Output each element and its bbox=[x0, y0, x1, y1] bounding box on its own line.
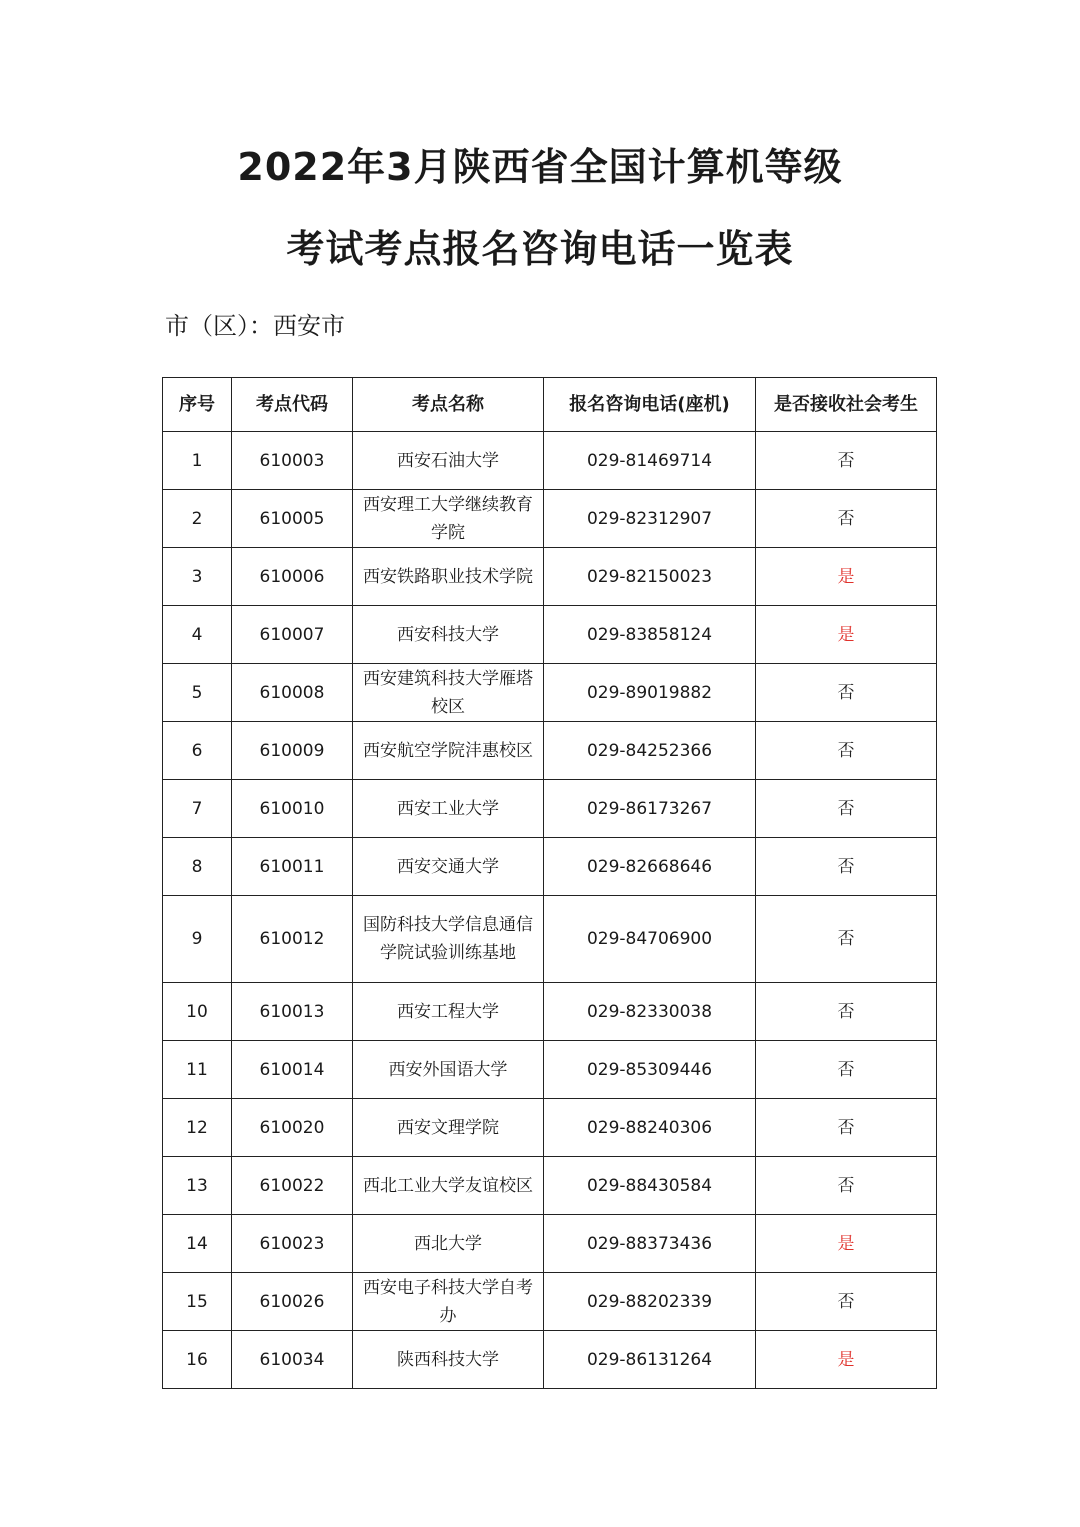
row-phone: 029-82668646 bbox=[544, 838, 756, 896]
row-site-code: 610012 bbox=[232, 896, 353, 983]
row-site-name: 陕西科技大学 bbox=[353, 1331, 544, 1389]
row-accept-social: 否 bbox=[756, 780, 937, 838]
row-index: 10 bbox=[163, 983, 232, 1041]
table-row bbox=[163, 664, 937, 722]
row-site-name: 西安外国语大学 bbox=[353, 1041, 544, 1099]
header-accept: 是否接收社会考生 bbox=[756, 378, 937, 432]
row-accept-social: 否 bbox=[756, 1273, 937, 1331]
row-phone: 029-86173267 bbox=[544, 780, 756, 838]
row-site-code: 610005 bbox=[232, 490, 353, 548]
row-index: 16 bbox=[163, 1331, 232, 1389]
row-site-name: 西安石油大学 bbox=[353, 432, 544, 490]
row-index: 14 bbox=[163, 1215, 232, 1273]
row-index: 11 bbox=[163, 1041, 232, 1099]
row-site-name: 西安电子科技大学自考办 bbox=[353, 1273, 544, 1331]
table-row bbox=[163, 490, 937, 548]
table-row bbox=[163, 896, 937, 983]
table-row bbox=[163, 548, 937, 606]
row-accept-social: 否 bbox=[756, 896, 937, 983]
row-accept-social: 否 bbox=[756, 983, 937, 1041]
table-row bbox=[163, 838, 937, 896]
row-index: 1 bbox=[163, 432, 232, 490]
row-index: 4 bbox=[163, 606, 232, 664]
row-site-name: 西安科技大学 bbox=[353, 606, 544, 664]
row-accept-social: 否 bbox=[756, 1041, 937, 1099]
table-body bbox=[163, 432, 937, 1389]
row-phone: 029-84252366 bbox=[544, 722, 756, 780]
row-phone: 029-88202339 bbox=[544, 1273, 756, 1331]
header-phone: 报名咨询电话(座机) bbox=[544, 378, 756, 432]
row-accept-social: 否 bbox=[756, 722, 937, 780]
row-phone: 029-83858124 bbox=[544, 606, 756, 664]
row-phone: 029-82312907 bbox=[544, 490, 756, 548]
row-site-code: 610022 bbox=[232, 1157, 353, 1215]
table-row bbox=[163, 1273, 937, 1331]
row-phone: 029-82150023 bbox=[544, 548, 756, 606]
table-row bbox=[163, 1157, 937, 1215]
row-phone: 029-89019882 bbox=[544, 664, 756, 722]
row-site-name: 国防科技大学信息通信学院试验训练基地 bbox=[353, 896, 544, 983]
row-accept-social: 是 bbox=[756, 606, 937, 664]
row-index: 5 bbox=[163, 664, 232, 722]
row-site-name: 西安铁路职业技术学院 bbox=[353, 548, 544, 606]
row-site-code: 610023 bbox=[232, 1215, 353, 1273]
row-phone: 029-81469714 bbox=[544, 432, 756, 490]
row-phone: 029-86131264 bbox=[544, 1331, 756, 1389]
row-index: 15 bbox=[163, 1273, 232, 1331]
row-index: 6 bbox=[163, 722, 232, 780]
row-site-code: 610034 bbox=[232, 1331, 353, 1389]
row-site-code: 610007 bbox=[232, 606, 353, 664]
header-code: 考点代码 bbox=[232, 378, 353, 432]
row-site-code: 610020 bbox=[232, 1099, 353, 1157]
row-site-code: 610009 bbox=[232, 722, 353, 780]
row-phone: 029-88240306 bbox=[544, 1099, 756, 1157]
row-site-code: 610011 bbox=[232, 838, 353, 896]
table-row bbox=[163, 983, 937, 1041]
table-row bbox=[163, 722, 937, 780]
row-site-code: 610026 bbox=[232, 1273, 353, 1331]
header-name: 考点名称 bbox=[353, 378, 544, 432]
table-header-row bbox=[163, 378, 937, 432]
table-row bbox=[163, 432, 937, 490]
row-index: 8 bbox=[163, 838, 232, 896]
row-site-name: 西安工业大学 bbox=[353, 780, 544, 838]
row-site-code: 610014 bbox=[232, 1041, 353, 1099]
row-site-name: 西安交通大学 bbox=[353, 838, 544, 896]
row-site-name: 西安工程大学 bbox=[353, 983, 544, 1041]
row-site-code: 610010 bbox=[232, 780, 353, 838]
row-accept-social: 是 bbox=[756, 1331, 937, 1389]
row-accept-social: 是 bbox=[756, 548, 937, 606]
row-site-name: 西安航空学院沣惠校区 bbox=[353, 722, 544, 780]
row-phone: 029-85309446 bbox=[544, 1041, 756, 1099]
row-index: 12 bbox=[163, 1099, 232, 1157]
row-site-name: 西安文理学院 bbox=[353, 1099, 544, 1157]
row-site-name: 西北工业大学友谊校区 bbox=[353, 1157, 544, 1215]
exam-site-table bbox=[162, 377, 937, 1389]
row-site-name: 西北大学 bbox=[353, 1215, 544, 1273]
table-row bbox=[163, 606, 937, 664]
row-site-code: 610013 bbox=[232, 983, 353, 1041]
row-accept-social: 否 bbox=[756, 1099, 937, 1157]
row-accept-social: 否 bbox=[756, 432, 937, 490]
region-label: 市（区）：西安市 bbox=[165, 312, 345, 340]
row-phone: 029-88430584 bbox=[544, 1157, 756, 1215]
document-title-line-1: 2022年3月陕西省全国计算机等级 bbox=[237, 145, 843, 189]
header-index: 序号 bbox=[163, 378, 232, 432]
table-row bbox=[163, 780, 937, 838]
row-accept-social: 是 bbox=[756, 1215, 937, 1273]
row-accept-social: 否 bbox=[756, 838, 937, 896]
row-index: 9 bbox=[163, 896, 232, 983]
table-row bbox=[163, 1041, 937, 1099]
row-site-name: 西安理工大学继续教育学院 bbox=[353, 490, 544, 548]
document-title-line-2: 考试考点报名咨询电话一览表 bbox=[286, 227, 794, 271]
row-site-code: 610003 bbox=[232, 432, 353, 490]
row-site-code: 610006 bbox=[232, 548, 353, 606]
row-index: 2 bbox=[163, 490, 232, 548]
row-site-code: 610008 bbox=[232, 664, 353, 722]
row-phone: 029-88373436 bbox=[544, 1215, 756, 1273]
row-accept-social: 否 bbox=[756, 490, 937, 548]
row-accept-social: 否 bbox=[756, 1157, 937, 1215]
row-index: 13 bbox=[163, 1157, 232, 1215]
table-row bbox=[163, 1099, 937, 1157]
row-phone: 029-82330038 bbox=[544, 983, 756, 1041]
table-row bbox=[163, 1215, 937, 1273]
row-site-name: 西安建筑科技大学雁塔校区 bbox=[353, 664, 544, 722]
row-accept-social: 否 bbox=[756, 664, 937, 722]
row-phone: 029-84706900 bbox=[544, 896, 756, 983]
table-row bbox=[163, 1331, 937, 1389]
row-index: 7 bbox=[163, 780, 232, 838]
row-index: 3 bbox=[163, 548, 232, 606]
